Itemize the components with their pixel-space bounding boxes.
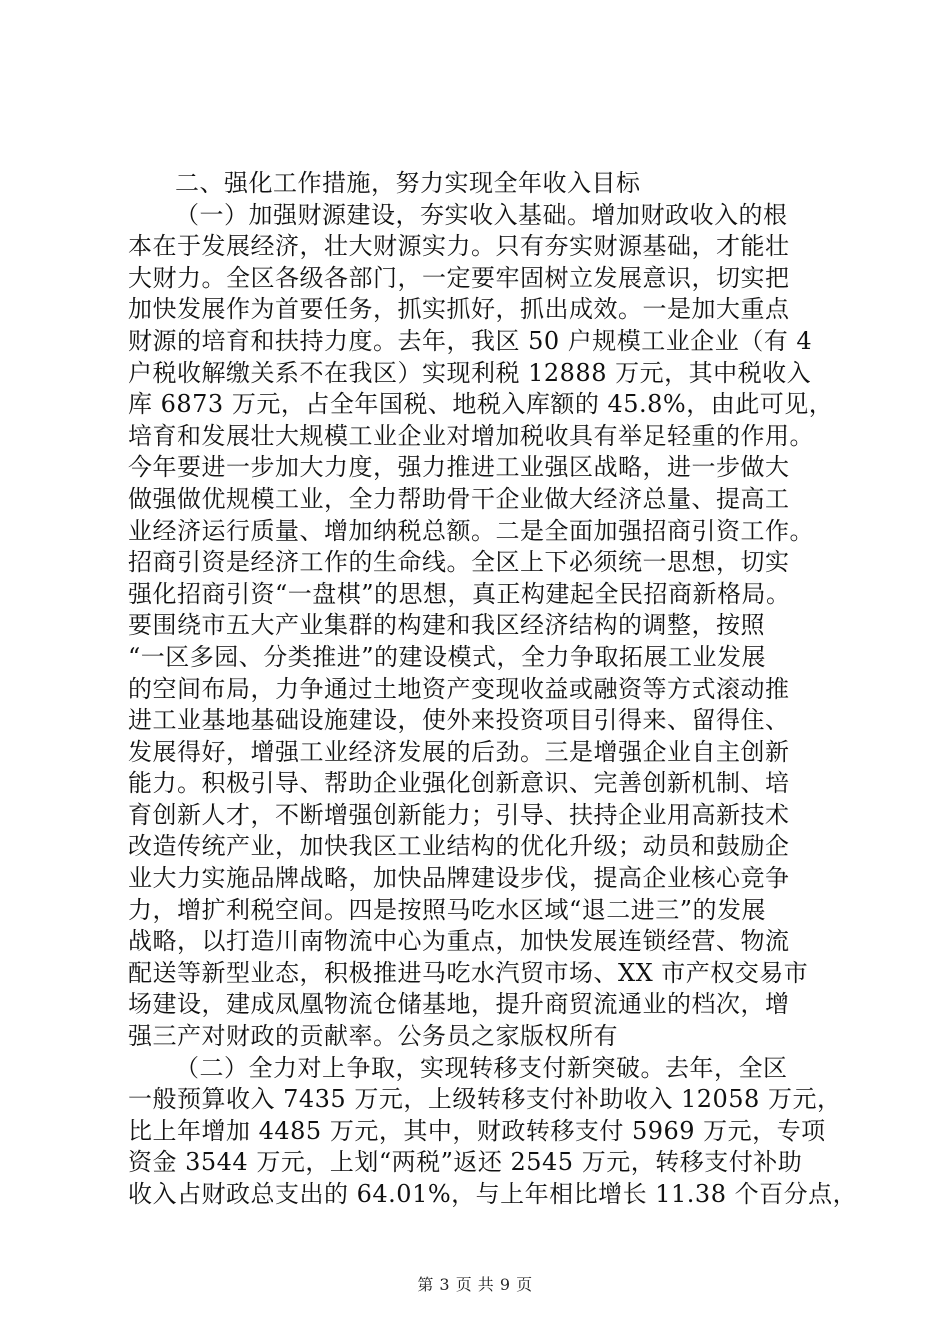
page-number-footer: 第 3 页 共 9 页 <box>417 1275 533 1294</box>
paragraph-line: 财源的培育和扶持力度。去年，我区 50 户规模工业企业（有 4 <box>128 326 813 355</box>
body-text <box>128 168 858 1211</box>
section-heading: 二、强化工作措施，努力实现全年收入目标 <box>175 169 641 197</box>
paragraph-line: 进工业基地基础设施建设，使外来投资项目引得来、留得住、 <box>128 706 790 735</box>
paragraph-line: 做强做优规模工业，全力帮助骨干企业做大经济总量、提高工 <box>128 484 790 513</box>
paragraph-line: 一般预算收入 7435 万元，上级转移支付补助收入 12058 万元， <box>128 1085 842 1114</box>
paragraph-line: （一）加强财源建设，夯实收入基础。增加财政收入的根 <box>175 200 788 229</box>
paragraph-line: 户税收解缴关系不在我区）实现利税 12888 万元，其中税收入 <box>128 358 812 387</box>
paragraph-line: （二）全力对上争取，实现转移支付新突破。去年，全区 <box>175 1053 788 1082</box>
paragraph-line: 能力。积极引导、帮助企业强化创新意识、完善创新机制、培 <box>128 769 790 798</box>
paragraph-line: 培育和发展壮大规模工业企业对增加税收具有举足轻重的作用。 <box>128 421 814 450</box>
paragraph-line: 战略，以打造川南物流中心为重点，加快发展连锁经营、物流 <box>128 927 790 956</box>
paragraph-line: 场建设，建成凤凰物流仓储基地，提升商贸流通业的档次，增 <box>128 990 790 1019</box>
paragraph-line: 加快发展作为首要任务，抓实抓好，抓出成效。一是加大重点 <box>128 295 790 324</box>
paragraph-line: 本在于发展经济，壮大财源实力。只有夯实财源基础，才能壮 <box>128 232 790 261</box>
paragraph-line: 发展得好，增强工业经济发展的后劲。三是增强企业自主创新 <box>128 737 790 766</box>
paragraph-line: 比上年增加 4485 万元，其中，财政转移支付 5969 万元，专项 <box>128 1116 826 1145</box>
paragraph-line: 库 6873 万元，占全年国税、地税入库额的 45.8%，由此可见， <box>128 390 834 419</box>
paragraph-line: “一区多园、分类推进”的建设模式，全力争取拓展工业发展 <box>128 642 767 671</box>
paragraph-line: 业大力实施品牌战略，加快品牌建设步伐，提高企业核心竞争 <box>128 864 790 893</box>
paragraph-line: 改造传统产业，加快我区工业结构的优化升级；动员和鼓励企 <box>128 832 790 861</box>
paragraph-line: 业经济运行质量、增加纳税总额。二是全面加强招商引资工作。 <box>128 516 814 545</box>
paragraph-line: 的空间布局，力争通过土地资产变现收益或融资等方式滚动推 <box>128 674 790 703</box>
paragraph-line: 今年要进一步加大力度，强力推进工业强区战略，进一步做大 <box>128 453 790 482</box>
paragraph-line: 育创新人才，不断增强创新能力；引导、扶持企业用高新技术 <box>128 800 790 829</box>
paragraph-line: 配送等新型业态，积极推进马吃水汽贸市场、XX 市产权交易市 <box>128 958 809 987</box>
paragraph-line: 大财力。全区各级各部门，一定要牢固树立发展意识，切实把 <box>128 263 790 292</box>
paragraph-line: 招商引资是经济工作的生命线。全区上下必须统一思想，切实 <box>128 548 790 577</box>
paragraph-line: 强化招商引资“一盘棋”的思想，真正构建起全民招商新格局。 <box>128 579 791 608</box>
paragraph-line: 资金 3544 万元，上划“两税”返还 2545 万元，转移支付补助 <box>128 1148 803 1177</box>
paragraph-line: 力，增扩利税空间。四是按照马吃水区域“退二进三”的发展 <box>128 895 767 924</box>
paragraph-line: 强三产对财政的贡献率。公务员之家版权所有 <box>128 1022 618 1051</box>
paragraph-line: 要围绕市五大产业集群的构建和我区经济结构的调整，按照 <box>128 611 765 640</box>
paragraph-line: 收入占财政总支出的 64.01%，与上年相比增长 11.38 个百分点， <box>128 1180 858 1208</box>
